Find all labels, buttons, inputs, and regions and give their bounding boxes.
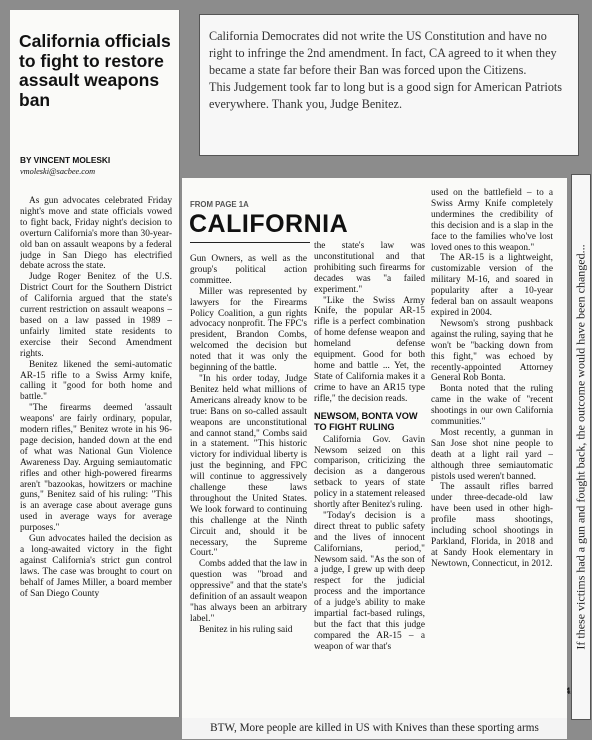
paragraph: the state's law was unconstitutional and that prohibiting such firearms for decades was "a failed experiment." [314, 241, 425, 295]
column-3 [431, 188, 553, 716]
paragraph: Judge Roger Benitez of the U.S. District Court for the Southern District of California argued that the state's current restriction on assault weapons – based on a law passed in 1989 – unfairly limited state residents to exercise their Second Amendment rights. [20, 272, 172, 359]
column-2 [314, 241, 425, 716]
paragraph: As gun advocates celebrated Friday night's move and state officials vowed to fight back, Friday night's decision to overturn California's more than 30-year-old ban on assault weapons by a federal judge in San Diego has electrified debate across the state. [20, 196, 172, 272]
section-title: CALIFORNIA [189, 210, 349, 238]
from-page-label: FROM PAGE 1A [190, 200, 249, 209]
paragraph: used on the battlefield – to a Swiss Army Knife completely undermines the credibility of this decision and is a slap in the face to the families who've lost loved ones to this weapon." [431, 188, 553, 253]
paragraph: Bonta noted that the ruling came in the wake of "recent shootings in our own California communities." [431, 384, 553, 428]
paragraph: Combs added that the law in question was "broad and oppressive" and that the state's definition of an assault weapon "has always been an arbitrary label." [190, 559, 307, 624]
paragraph: "Today's decision is a direct threat to public safety and the lives of innocent Californians, period," Newsom said. "As the son of a judge, I grew up with deep respect for the judicial process and the importance of a judge's ability to make impartial fact-based rulings, but the fact that this judge compared the AR-15 – a weapon of war that's [314, 510, 425, 652]
side-note [571, 174, 591, 720]
author-email: vmoleski@sacbee.com [20, 167, 96, 176]
bottom-note: BTW, More people are killed in US with Knives than these sporting arms [182, 718, 567, 739]
paragraph: Most recently, a gunman in San Jose shot nine people to death at a light rail yard – although three semiautomatic pistols used weren't banned. [431, 427, 553, 482]
column-1 [190, 254, 307, 716]
paragraph: "In his order today, Judge Benitez held what millions of Americans already know to be true: Bans on so-called assault weapons are unconstitutional and cannot stand," Combs said in a statement. "This historic victory for individual liberty is just the beginning, and FPC will continue to aggressively challenge these laws throughout the United States. We look forward to continuing this challenge at the Ninth Circuit and, should it be necessary, the Supreme Court." [190, 373, 307, 559]
commentary-box [199, 14, 579, 156]
article-headline: California officials to fight to restore assault weapons ban [19, 31, 171, 110]
paragraph: Miller was represented by lawyers for the Firearms Policy Coalition, a gun rights advocacy nonprofit. The FPC's president, Brandon Combs, welcomed the decision but noted that it was only the beginning of the battle. [190, 286, 307, 374]
paragraph: Newsom's strong pushback against the ruling, saying that he won't be "backing down from this fight," was echoed by recently-appointed Attorney General Rob Bonta. [431, 318, 553, 384]
subhead: NEWSOM, BONTA VOW TO FIGHT RULING [314, 410, 418, 432]
paragraph: Benitez in his ruling said [199, 624, 293, 635]
paragraph: "The firearms deemed 'assault weapons' are fairly ordinary, popular, modern rifles," Benitez wrote in his 96-page decision, handed down at the end of what was National Gun Violence Awareness Day. Arguing semiautomatic rifles and other high-powered firearms aren't "bazookas, howitzers or machine guns," Benitez said of his ruling: "This is an average case about average guns used in average ways for average purposes." [20, 403, 172, 534]
paragraph: Gun advocates hailed the decision as a long-awaited victory in the fight against California's strict gun control laws. The case was brought to court on behalf of James Miller, a board member of San Diego County [20, 534, 172, 599]
paragraph: "Like the Swiss Army Knife, the popular AR-15 rifle is a perfect combination of home defense weapon and homeland defense equipment. Good for both home and battle ... Yet, the State of California makes it a crime to have an AR15 type rifle," the decision reads. [314, 295, 425, 404]
paragraph: California Gov. Gavin Newsom seized on this comparison, criticizing the decision as a dangerous setback to years of state policy in a statement released shortly after Benitez's ruling. [314, 434, 425, 511]
paragraph: The assault rifles barred under three-decade-old law have been used in other high-profile mass shootings, including school shootings in Parkland, Florida, in 2018 and at Sandy Hook elementary in Newtown, Connecticut, in 2012. [431, 482, 553, 569]
side-note-text: If these victims had a gun and fought back, the outcome would have been changed... [573, 244, 588, 650]
byline: BY VINCENT MOLESKI [20, 155, 111, 165]
title-rule [190, 242, 310, 243]
paragraph: The AR-15 is a lightweight, customizable version of the military M-16, and soared in popularity after a 10-year federal ban on assault weapons expired in 2004. [431, 253, 553, 318]
commentary-line: California Democrates did not write the US Constitution and have no right to infringe the 2nd amendment. In fact, CA agreed to it when they became a state far before their Ban was forced upon the Citizens. [209, 29, 557, 77]
paragraph: Benitez likened the semi-automatic AR-15 rifle to a Swiss Army knife, calling it "good for both home and battle." [20, 359, 172, 403]
left-article-body [20, 196, 172, 666]
paragraph: Gun Owners, as well as the group's political action committee. [190, 254, 307, 286]
commentary-line: This Judgement took far to long but is a good sign for American Patriots everywhere. Thank you, Judge Benitez. [209, 80, 563, 111]
